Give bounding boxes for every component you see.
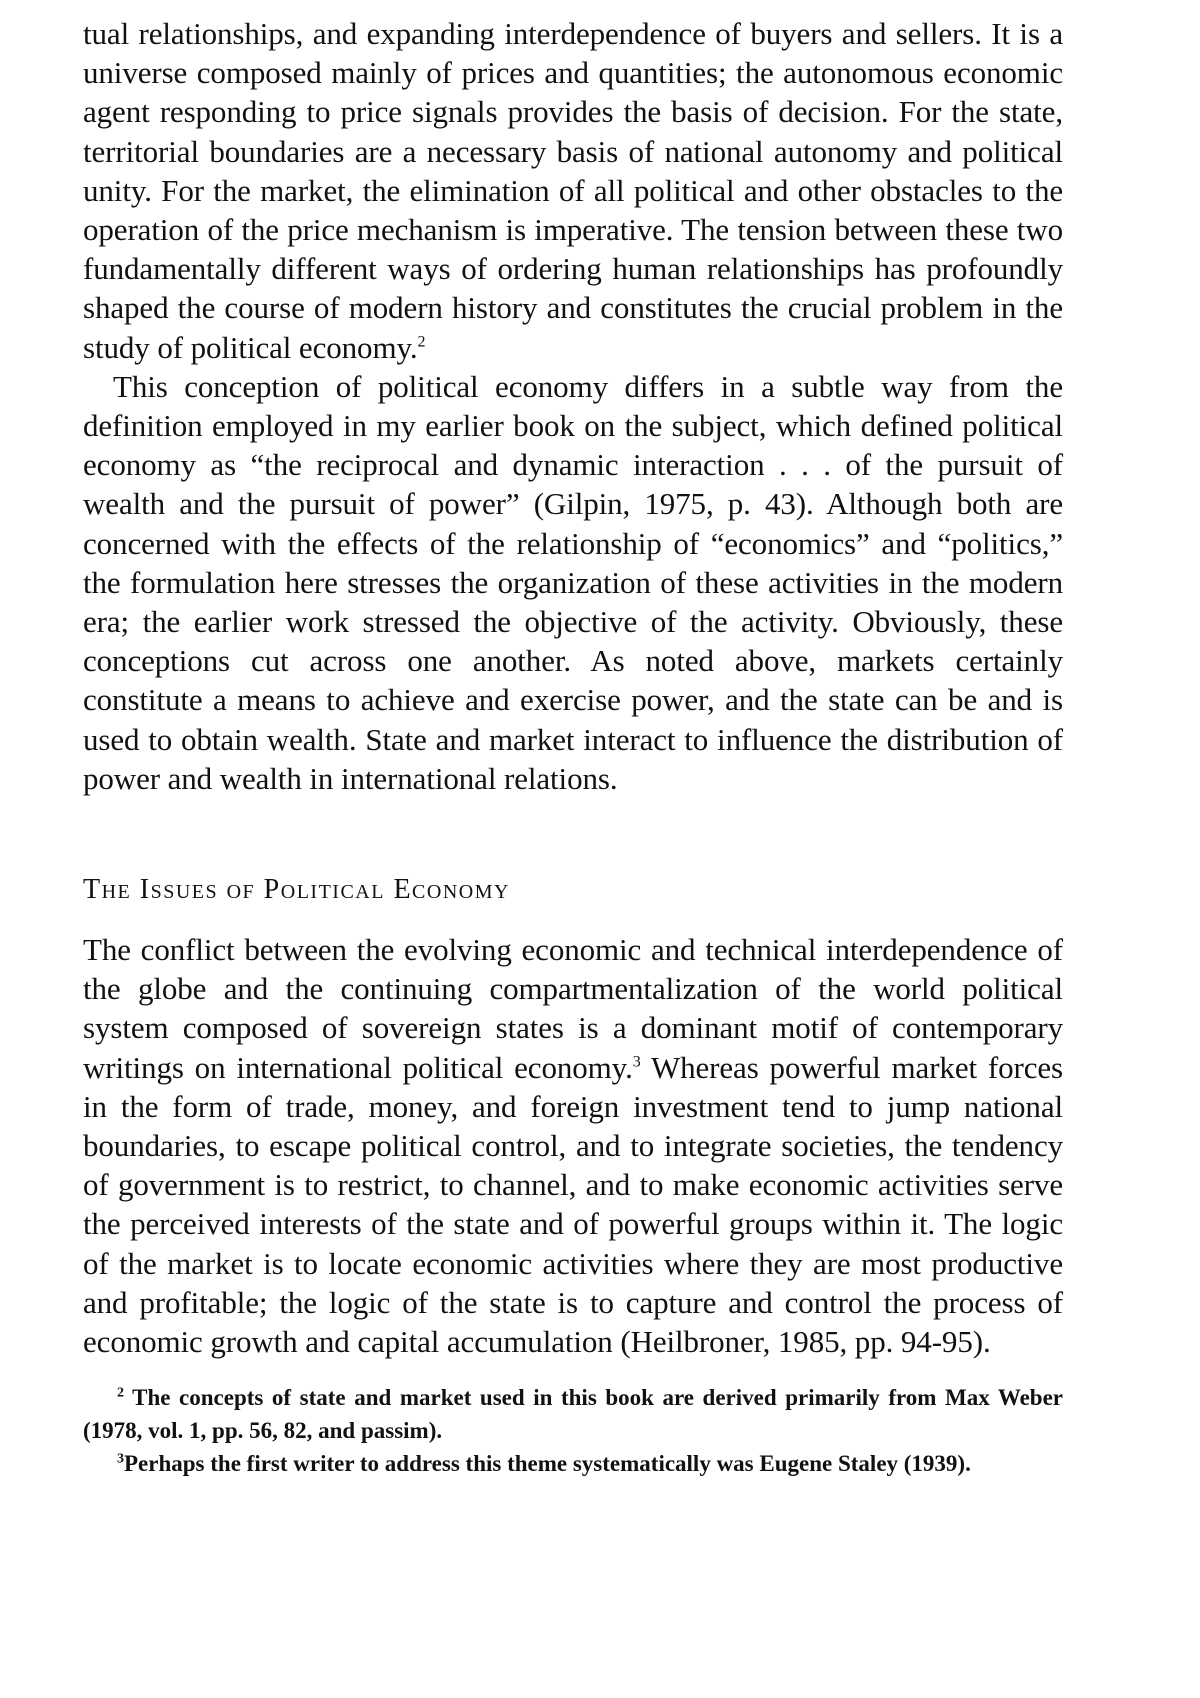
section-heading: The Issues of Political Economy [83,874,510,906]
body-paragraph-3-continued: Whereas powerful market forces in the form of trade, money, and foreign investment tend to jump national boundaries, to escape political control, and to integrate societies, the tendency of government is to restrict, to channel, and to make economic activities serve the perceived interests of the state and of powerful groups within it. The logic of the market is to locate economic activities where they are most productive and profitable; the logic of the state is to capture and control the process of economic growth and capital accumulation (Heilbroner, 1985, pp. 94-95). [83,1049,1063,1360]
body-paragraph-2 [83,367,1063,798]
body-paragraph-3 [83,930,1063,1361]
book-page [83,14,1063,1480]
footnote-3 [83,1447,1063,1480]
body-paragraph-1 [83,14,1063,367]
footnote-3-mark: 3 [117,1451,124,1467]
footnote-2-text: The concepts of state and market used in this book are derived primarily from Max Weber (1978, vol. 1, pp. 56, 82, and passim). [83,1385,1063,1444]
footnote-2-mark: 2 [117,1385,124,1401]
footnotes [83,1381,1063,1480]
footnote-2 [83,1381,1063,1447]
footnote-ref-3: 3 [632,1053,641,1071]
footnote-ref-2: 2 [417,333,426,351]
body-paragraph-2-text: This conception of political economy differs in a subtle way from the definition employed in my earlier book on the subject, which defined political economy as “the reciprocal and dynamic interaction . . . of the pursuit of wealth and the pursuit of power” (Gilpin, 1975, p. 43). Although both are concerned with the effects of the relationship of “economics” and “politics,” the formulation here stresses the organization of these activities in the modern era; the earlier work stressed the objective of the activity. Obviously, these conceptions cut across one another. As noted above, markets certainly constitute a means to achieve and exercise power, and the state can be and is used to obtain wealth. State and market interact to influence the distribution of power and wealth in international relations. [83,368,1063,796]
body-paragraph-1-text: tual relationships, and expanding interdependence of buyers and sellers. It is a universe composed mainly of prices and quantities; the autonomous economic agent responding to price signals provides the basis of decision. For the state, territorial boundaries are a necessary basis of national autonomy and political unity. For the market, the elimination of all political and other obstacles to the operation of the price mechanism is imperative. The tension between these two fundamentally different ways of ordering human relationships has profoundly shaped the course of modern history and constitutes the crucial problem in the study of political economy. [83,16,1063,365]
footnote-3-text: Perhaps the first writer to address this theme systematically was Eugene Staley (1939). [124,1451,971,1477]
body-paragraph-3-text: The conflict between the evolving economic and technical interdependence of the globe and the continuing compartmentalization of the world political system composed of sovereign states is a dominant motif of contemporary writings on international political economy. [83,932,1063,1085]
